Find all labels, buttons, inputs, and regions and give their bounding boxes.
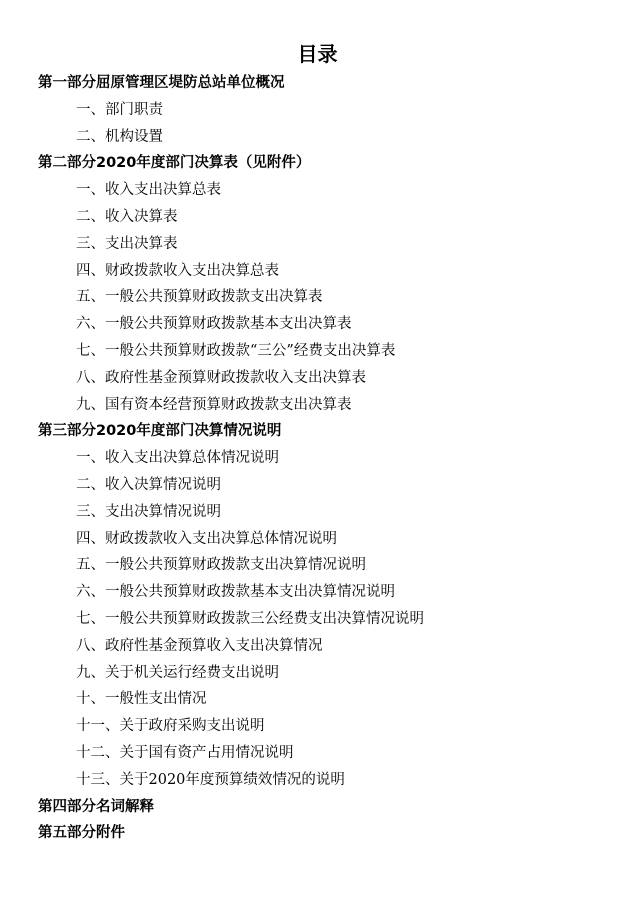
- toc-part-4: 第四部分名词解释: [38, 798, 154, 815]
- table-of-contents: [0, 70, 635, 847]
- toc-item: 二、机构设置: [76, 128, 163, 145]
- toc-item: 一、收入支出决算总表: [76, 182, 221, 199]
- toc-item: 八、政府性基金预算财政拨款收入支出决算表: [76, 369, 366, 386]
- toc-item: 八、政府性基金预算收入支出决算情况: [76, 637, 323, 654]
- toc-item: 六、一般公共预算财政拨款基本支出决算情况说明: [76, 584, 395, 601]
- toc-item: 四、财政拨款收入支出决算总体情况说明: [76, 530, 337, 547]
- toc-item: 七、一般公共预算财政拨款三公经费支出决算情况说明: [76, 610, 424, 627]
- toc-item: 一、收入支出决算总体情况说明: [76, 450, 279, 467]
- toc-item: 七、一般公共预算财政拨款“三公”经费支出决算表: [76, 342, 396, 359]
- toc-part-2: 第二部分2020年度部门决算表（见附件）: [38, 155, 311, 172]
- toc-item: 四、财政拨款收入支出决算总表: [76, 262, 279, 279]
- toc-item: 三、支出决算情况说明: [76, 503, 221, 520]
- toc-item: 五、一般公共预算财政拨款支出决算情况说明: [76, 557, 366, 574]
- toc-item: 六、一般公共预算财政拨款基本支出决算表: [76, 316, 352, 333]
- page-title: 目录: [297, 42, 338, 66]
- toc-item: 二、收入决算情况说明: [76, 476, 221, 493]
- toc-item: 三、支出决算表: [76, 235, 178, 252]
- toc-item: 十三、关于2020年度预算绩效情况的说明: [76, 771, 345, 788]
- toc-part-5: 第五部分附件: [38, 825, 125, 842]
- toc-item: 二、收入决算表: [76, 208, 178, 225]
- toc-item: 十二、关于国有资产占用情况说明: [76, 744, 294, 761]
- toc-part-3: 第三部分2020年度部门决算情况说明: [38, 423, 282, 440]
- toc-item: 十、一般性支出情况: [76, 691, 207, 708]
- toc-item: 九、关于机关运行经费支出说明: [76, 664, 279, 681]
- toc-item: 十一、关于政府采购支出说明: [76, 718, 265, 735]
- toc-part-1: 第一部分屈原管理区堤防总站单位概况: [38, 75, 285, 91]
- toc-item: 五、一般公共预算财政拨款支出决算表: [76, 289, 323, 306]
- toc-item: 一、部门职责: [76, 101, 163, 118]
- toc-item: 九、国有资本经营预算财政拨款支出决算表: [76, 396, 352, 413]
